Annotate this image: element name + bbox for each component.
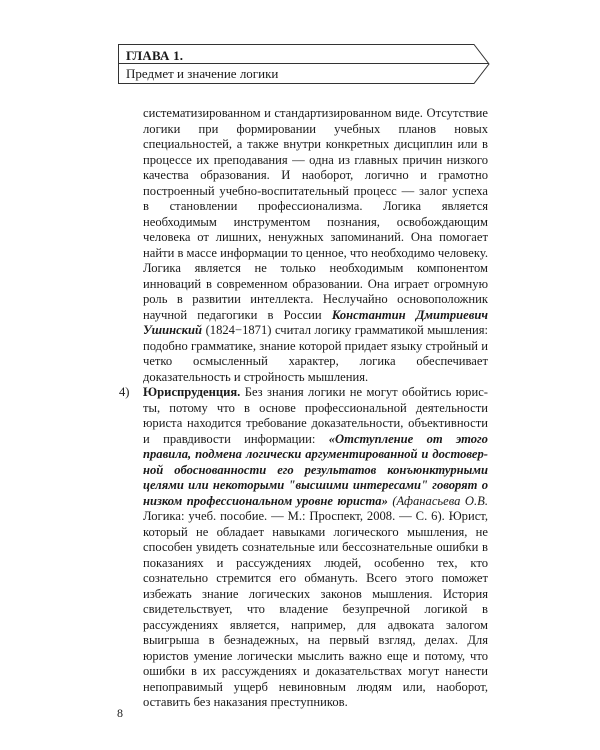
paragraph-text: систематизированном и стандартизированном виде. Отсутствие логики при формировании учебных планов новых специальностей, а также внутри конкретных дисциплин или в процессе их преподавания — одна из главных причин низкого качества образования. И наоборот, логично и грамотно построенный учебно-воспитательный процесс — залог успеха в становлении профессионализма. Логика является необходимым инструментом познания, освобождающим человека от лишних, ненужных запоминаний. Она помогает найти в массе информации то ценное, что необходимо человеку. Логика является не только необходимым компонентом инноваций в современном образовании. Она играет огромную роль в развитии интеллекта. Неслучайно основоположник научной педагогики в России: [143, 106, 488, 322]
list-item-number: 4): [119, 385, 130, 399]
body-text: [119, 106, 488, 711]
list-item-text: Без знания логики не могут обойтись юристы, потому что в основе профессиональной деятельности юриста находится требование доказательности, объективности и правдивости информации:: [143, 385, 488, 446]
list-item-term: Юриспруденция.: [143, 385, 241, 399]
list-item-text-tail: Логика: учеб. пособие. — М.: Проспект, 2008. — С. 6). Юрист, который не обладает навыками логического мышления, не способен увидеть сознательные или бессознательные ошибки в показаниях и рассуждениях людей, особенно тех, кто сознательно стремится его обмануть. Всего этого поможет избежать знание логических законов мышления. История свидетельствует, что владение безупречной логикой в рассуждениях является, например, для адвоката залогом выигрыша в безнадежных, на первый взгляд, делах. Для юристов умение логически мыслить важно еще и потому, что ошибки в их рассуждениях и доказательствах могут нанести непоправимый ущерб невиновным людям или, наоборот, оставить без наказания преступников.: [143, 509, 488, 709]
quote-text: «Отступление от этого правила, подмена логически аргументированной и достоверной обоснованности его результатов конъюнктурными целями или некоторыми "высшими интересами" говорят о низком профессиональном уровне юриста»: [143, 431, 488, 508]
chapter-title: Предмет и значение логики: [126, 66, 279, 81]
person-name: Константин Дмитриевич Ушинский: [143, 307, 488, 337]
page-number: 8: [117, 706, 123, 720]
paragraph-text-tail: (1824−1871) считал логику грамматикой мышления: подобно грамматике, знание которой придает языку стройный и четко осмысленный характер, логика обеспечивает доказательность и стройность мышления.: [143, 323, 488, 384]
quote-source: (Афанасьева О.В.: [387, 493, 488, 508]
chapter-label: ГЛАВА 1.: [126, 48, 184, 63]
list-item-jurisprudence: [119, 385, 488, 711]
chapter-header: [118, 44, 490, 84]
paragraph-education: [143, 106, 488, 385]
